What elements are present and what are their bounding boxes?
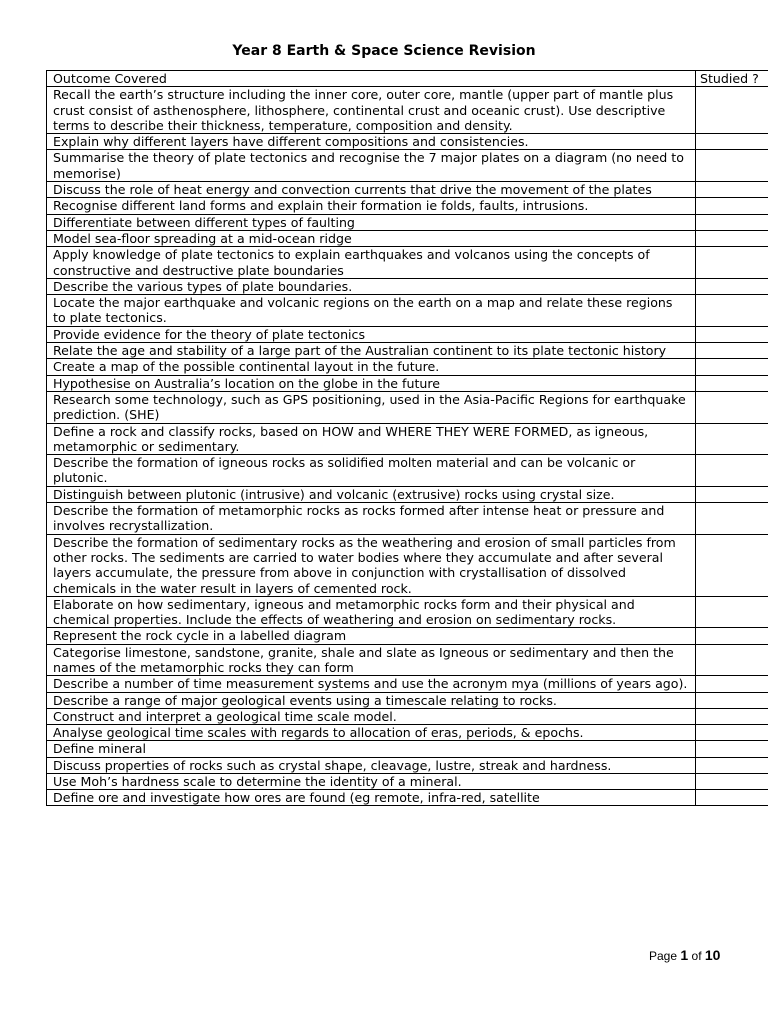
studied-cell[interactable] xyxy=(696,708,768,724)
studied-cell[interactable] xyxy=(696,423,768,455)
studied-cell[interactable] xyxy=(696,628,768,644)
studied-cell[interactable] xyxy=(696,150,768,182)
table-row xyxy=(47,692,768,708)
studied-cell[interactable] xyxy=(696,295,768,327)
table-row xyxy=(47,375,768,391)
outcome-cell: Provide evidence for the theory of plate tectonics xyxy=(47,326,696,342)
table-row xyxy=(47,774,768,790)
studied-cell[interactable] xyxy=(696,757,768,773)
outcome-cell: Describe the formation of metamorphic rocks as rocks formed after intense heat or pressure and involves recrystallization. xyxy=(47,503,696,535)
outcome-cell: Define mineral xyxy=(47,741,696,757)
outcome-cell: Discuss properties of rocks such as crystal shape, cleavage, lustre, streak and hardness. xyxy=(47,757,696,773)
studied-cell[interactable] xyxy=(696,198,768,214)
outcome-cell: Analyse geological time scales with regards to allocation of eras, periods, & epochs. xyxy=(47,725,696,741)
table-row xyxy=(47,391,768,423)
table-row xyxy=(47,247,768,279)
table-row xyxy=(47,423,768,455)
studied-cell[interactable] xyxy=(696,343,768,359)
studied-cell[interactable] xyxy=(696,455,768,487)
table-row xyxy=(47,486,768,502)
outcome-cell: Describe a range of major geological events using a timescale relating to rocks. xyxy=(47,692,696,708)
document-title: Year 8 Earth & Space Science Revision xyxy=(232,43,536,59)
studied-cell[interactable] xyxy=(696,725,768,741)
studied-cell[interactable] xyxy=(696,87,768,134)
outcome-cell: Apply knowledge of plate tectonics to explain earthquakes and volcanos using the concepts of constructive and destructive plate boundaries xyxy=(47,247,696,279)
outcome-cell: Hypothesise on Australia’s location on the globe in the future xyxy=(47,375,696,391)
table-row xyxy=(47,134,768,150)
outcome-cell-text: Define ore and investigate how ores are found (eg remote, infra-red, satellite xyxy=(53,790,540,806)
studied-cell[interactable] xyxy=(696,741,768,757)
outcome-cell: Distinguish between plutonic (intrusive) and volcanic (extrusive) rocks using crystal size. xyxy=(47,486,696,502)
page-current-number: 1 xyxy=(680,947,689,963)
outcome-cell: Relate the age and stability of a large part of the Australian continent to its plate tectonic history xyxy=(47,343,696,359)
outcome-cell: Explain why different layers have different compositions and consistencies. xyxy=(47,134,696,150)
table-row xyxy=(47,534,768,596)
header-outcome-covered: Outcome Covered xyxy=(47,71,696,87)
outcome-cell: Represent the rock cycle in a labelled diagram xyxy=(47,628,696,644)
table-header-row xyxy=(47,71,768,87)
outcome-cell: Research some technology, such as GPS positioning, used in the Asia-Pacific Regions for earthquake prediction. (SHE) xyxy=(47,391,696,423)
table-row xyxy=(47,278,768,294)
outcome-cell: Elaborate on how sedimentary, igneous and metamorphic rocks form and their physical and chemical properties. Include the effects of weathering and erosion on sedimentary rocks. xyxy=(47,596,696,628)
revision-table xyxy=(46,70,768,806)
table-row xyxy=(47,295,768,327)
studied-cell[interactable] xyxy=(696,774,768,790)
table-row xyxy=(47,198,768,214)
page-label: Page xyxy=(649,949,678,963)
page-footer xyxy=(649,946,720,965)
outcome-cell: Model sea-floor spreading at a mid-ocean ridge xyxy=(47,230,696,246)
studied-cell[interactable] xyxy=(696,326,768,342)
table-row xyxy=(47,725,768,741)
studied-cell[interactable] xyxy=(696,391,768,423)
outcome-cell: Describe the formation of sedimentary rocks as the weathering and erosion of small particles from other rocks. The sediments are carried to water bodies where they accumulate and after several layers accumulate, the pressure from above in conjunction with crystallisation of dissolved chemicals in the water result in layers of cemented rock. xyxy=(47,534,696,596)
outcome-cell: Describe the various types of plate boundaries. xyxy=(47,278,696,294)
outcome-cell: Locate the major earthquake and volcanic regions on the earth on a map and relate these regions to plate tectonics. xyxy=(47,295,696,327)
table-body xyxy=(47,87,768,806)
table-row xyxy=(47,596,768,628)
studied-cell[interactable] xyxy=(696,596,768,628)
studied-cell[interactable] xyxy=(696,359,768,375)
table-row xyxy=(47,214,768,230)
studied-cell[interactable] xyxy=(696,503,768,535)
studied-cell[interactable] xyxy=(696,182,768,198)
studied-cell[interactable] xyxy=(696,534,768,596)
outcome-cell xyxy=(47,790,696,806)
table-row xyxy=(47,455,768,487)
outcome-cell: Categorise limestone, sandstone, granite, shale and slate as Igneous or sedimentary and then the names of the metamorphic rocks they can form xyxy=(47,644,696,676)
table-row xyxy=(47,359,768,375)
studied-cell[interactable] xyxy=(696,486,768,502)
studied-cell[interactable] xyxy=(696,278,768,294)
outcome-cell: Create a map of the possible continental layout in the future. xyxy=(47,359,696,375)
page-of-label: of xyxy=(691,949,702,963)
outcome-cell: Use Moh’s hardness scale to determine the identity of a mineral. xyxy=(47,774,696,790)
table-row xyxy=(47,644,768,676)
table-row xyxy=(47,628,768,644)
outcome-cell: Describe the formation of igneous rocks as solidified molten material and can be volcanic or plutonic. xyxy=(47,455,696,487)
studied-cell[interactable] xyxy=(696,790,768,806)
studied-cell[interactable] xyxy=(696,247,768,279)
table-row xyxy=(47,503,768,535)
page-total-number: 10 xyxy=(704,947,721,963)
studied-cell[interactable] xyxy=(696,644,768,676)
table-row xyxy=(47,676,768,692)
table-row xyxy=(47,757,768,773)
studied-cell[interactable] xyxy=(696,676,768,692)
outcome-cell: Summarise the theory of plate tectonics and recognise the 7 major plates on a diagram (no need to memorise) xyxy=(47,150,696,182)
table-row xyxy=(47,326,768,342)
header-studied: Studied ? xyxy=(696,71,768,87)
outcome-cell: Discuss the role of heat energy and convection currents that drive the movement of the plates xyxy=(47,182,696,198)
table-row xyxy=(47,230,768,246)
studied-cell[interactable] xyxy=(696,230,768,246)
table-row xyxy=(47,343,768,359)
outcome-cell: Recognise different land forms and explain their formation ie folds, faults, intrusions. xyxy=(47,198,696,214)
studied-cell[interactable] xyxy=(696,375,768,391)
table-row xyxy=(47,741,768,757)
table-row xyxy=(47,87,768,134)
outcome-cell: Differentiate between different types of faulting xyxy=(47,214,696,230)
outcome-cell: Construct and interpret a geological time scale model. xyxy=(47,708,696,724)
table-row xyxy=(47,708,768,724)
outcome-cell: Define a rock and classify rocks, based on HOW and WHERE THEY WERE FORMED, as igneous, metamorphic or sedimentary. xyxy=(47,423,696,455)
table-row-partial xyxy=(47,790,768,806)
outcome-cell: Recall the earth’s structure including the inner core, outer core, mantle (upper part of mantle plus crust consist of asthenosphere, lithosphere, continental crust and oceanic crust). Use descriptive terms to describe their thickness, temperature, composition and density. xyxy=(47,87,696,134)
studied-cell[interactable] xyxy=(696,692,768,708)
studied-cell[interactable] xyxy=(696,214,768,230)
studied-cell[interactable] xyxy=(696,134,768,150)
table-row xyxy=(47,182,768,198)
table-row xyxy=(47,150,768,182)
outcome-cell: Describe a number of time measurement systems and use the acronym mya (millions of years ago). xyxy=(47,676,696,692)
